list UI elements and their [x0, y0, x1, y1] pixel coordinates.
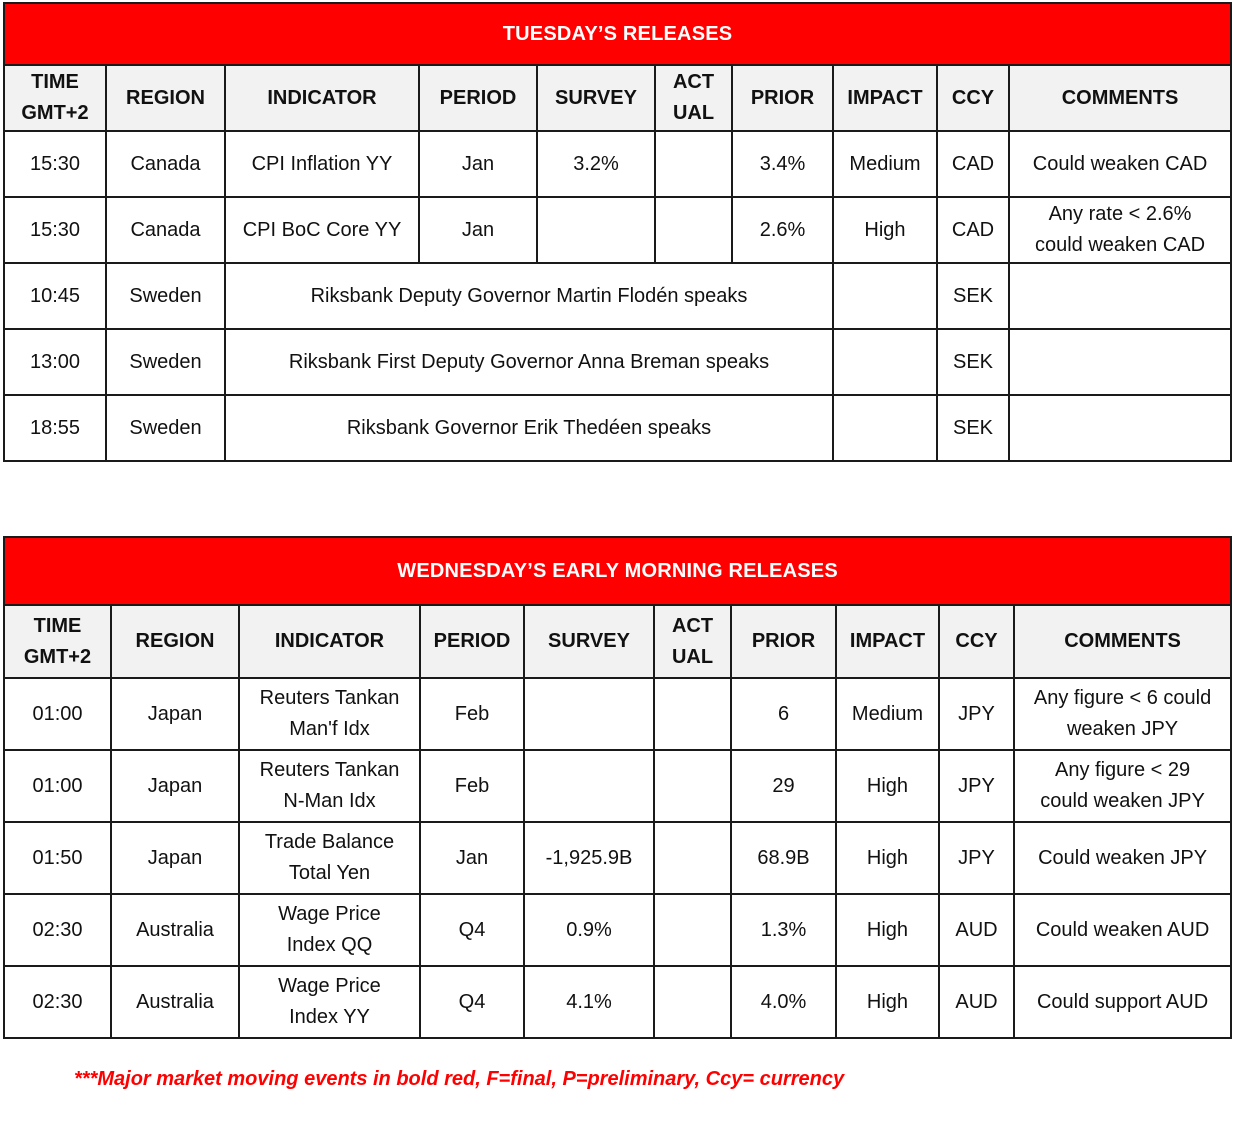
cell-survey: 4.1% [524, 966, 654, 1038]
col-time: TIME GMT+2 [4, 65, 106, 131]
col-period: PERIOD [420, 605, 524, 678]
cell-indicator: Wage Price Index YY [239, 966, 420, 1038]
column-headers [4, 65, 1231, 131]
cell-impact: Medium [833, 131, 937, 197]
cell-indicator: CPI BoC Core YY [225, 197, 419, 263]
col-region: REGION [111, 605, 239, 678]
col-actual: ACT UAL [654, 605, 731, 678]
cell-prior: 1.3% [731, 894, 836, 966]
cell-ccy: SEK [937, 329, 1009, 395]
cell-comments: Could weaken JPY [1014, 822, 1231, 894]
cell-period: Jan [420, 822, 524, 894]
col-indicator: INDICATOR [225, 65, 419, 131]
table-row [4, 678, 1231, 750]
cell-impact [833, 263, 937, 329]
cell-impact: High [836, 750, 939, 822]
col-actual: ACT UAL [655, 65, 732, 131]
col-period: PERIOD [419, 65, 537, 131]
col-prior: PRIOR [732, 65, 833, 131]
cell-impact: High [833, 197, 937, 263]
cell-time: 01:00 [4, 750, 111, 822]
table-row [4, 822, 1231, 894]
cell-prior: 29 [731, 750, 836, 822]
cell-prior: 68.9B [731, 822, 836, 894]
cell-time: 15:30 [4, 131, 106, 197]
col-impact: IMPACT [833, 65, 937, 131]
cell-ccy: AUD [939, 894, 1014, 966]
cell-actual [655, 197, 732, 263]
cell-time: 10:45 [4, 263, 106, 329]
cell-indicator: Wage Price Index QQ [239, 894, 420, 966]
footnote: ***Major market moving events in bold red, F=final, P=preliminary, Ccy= currency [74, 1068, 845, 1090]
cell-impact [833, 329, 937, 395]
cell-actual [654, 678, 731, 750]
cell-ccy: CAD [937, 197, 1009, 263]
column-headers [4, 605, 1231, 678]
cell-region: Sweden [106, 395, 225, 461]
table-row [4, 966, 1231, 1038]
cell-region: Australia [111, 966, 239, 1038]
col-survey: SURVEY [537, 65, 655, 131]
col-time: TIME GMT+2 [4, 605, 111, 678]
cell-actual [654, 966, 731, 1038]
table-row [4, 197, 1231, 263]
cell-survey [537, 197, 655, 263]
col-indicator: INDICATOR [239, 605, 420, 678]
cell-impact: High [836, 966, 939, 1038]
cell-impact: Medium [836, 678, 939, 750]
cell-ccy: SEK [937, 263, 1009, 329]
cell-prior: 2.6% [732, 197, 833, 263]
cell-time: 02:30 [4, 966, 111, 1038]
cell-comments: Any figure < 29 could weaken JPY [1014, 750, 1231, 822]
wednesday-releases-table [3, 536, 1232, 1039]
cell-time: 15:30 [4, 197, 106, 263]
cell-impact: High [836, 822, 939, 894]
cell-survey: -1,925.9B [524, 822, 654, 894]
cell-time: 02:30 [4, 894, 111, 966]
col-impact: IMPACT [836, 605, 939, 678]
table-row [4, 131, 1231, 197]
cell-comments [1009, 263, 1231, 329]
cell-comments [1009, 395, 1231, 461]
cell-period: Jan [419, 131, 537, 197]
cell-prior: 3.4% [732, 131, 833, 197]
cell-ccy: JPY [939, 678, 1014, 750]
cell-indicator: CPI Inflation YY [225, 131, 419, 197]
cell-ccy: JPY [939, 822, 1014, 894]
cell-actual [654, 750, 731, 822]
cell-comments: Could support AUD [1014, 966, 1231, 1038]
cell-survey: 3.2% [537, 131, 655, 197]
cell-comments: Could weaken CAD [1009, 131, 1231, 197]
table-row-speech [4, 263, 1231, 329]
cell-period: Q4 [420, 966, 524, 1038]
cell-survey [524, 750, 654, 822]
cell-survey [524, 678, 654, 750]
cell-indicator: Trade Balance Total Yen [239, 822, 420, 894]
col-comments: COMMENTS [1014, 605, 1231, 678]
cell-actual [654, 822, 731, 894]
cell-comments: Any rate < 2.6% could weaken CAD [1009, 197, 1231, 263]
cell-period: Jan [419, 197, 537, 263]
cell-region: Australia [111, 894, 239, 966]
cell-ccy: JPY [939, 750, 1014, 822]
cell-comments: Any figure < 6 could weaken JPY [1014, 678, 1231, 750]
cell-prior: 4.0% [731, 966, 836, 1038]
cell-event: Riksbank Governor Erik Thedéen speaks [225, 395, 833, 461]
cell-region: Sweden [106, 263, 225, 329]
col-ccy: CCY [939, 605, 1014, 678]
cell-event: Riksbank First Deputy Governor Anna Breman speaks [225, 329, 833, 395]
cell-ccy: CAD [937, 131, 1009, 197]
cell-survey: 0.9% [524, 894, 654, 966]
cell-region: Japan [111, 750, 239, 822]
cell-time: 01:00 [4, 678, 111, 750]
cell-time: 18:55 [4, 395, 106, 461]
col-ccy: CCY [937, 65, 1009, 131]
tuesday-releases-table [3, 2, 1232, 462]
cell-prior: 6 [731, 678, 836, 750]
table-row-speech [4, 395, 1231, 461]
cell-indicator: Reuters Tankan N-Man Idx [239, 750, 420, 822]
cell-indicator: Reuters Tankan Man'f Idx [239, 678, 420, 750]
cell-comments: Could weaken AUD [1014, 894, 1231, 966]
cell-actual [654, 894, 731, 966]
cell-period: Feb [420, 750, 524, 822]
col-survey: SURVEY [524, 605, 654, 678]
cell-region: Canada [106, 131, 225, 197]
table-row-speech [4, 329, 1231, 395]
table-row [4, 894, 1231, 966]
table-row [4, 750, 1231, 822]
cell-actual [655, 131, 732, 197]
table-title: TUESDAY’S RELEASES [4, 3, 1231, 65]
cell-ccy: AUD [939, 966, 1014, 1038]
cell-region: Canada [106, 197, 225, 263]
cell-ccy: SEK [937, 395, 1009, 461]
cell-impact [833, 395, 937, 461]
cell-impact: High [836, 894, 939, 966]
cell-region: Japan [111, 678, 239, 750]
cell-period: Feb [420, 678, 524, 750]
col-prior: PRIOR [731, 605, 836, 678]
col-comments: COMMENTS [1009, 65, 1231, 131]
cell-comments [1009, 329, 1231, 395]
col-region: REGION [106, 65, 225, 131]
cell-region: Japan [111, 822, 239, 894]
cell-event: Riksbank Deputy Governor Martin Flodén speaks [225, 263, 833, 329]
cell-time: 01:50 [4, 822, 111, 894]
cell-time: 13:00 [4, 329, 106, 395]
table-title: WEDNESDAY’S EARLY MORNING RELEASES [4, 537, 1231, 605]
cell-period: Q4 [420, 894, 524, 966]
cell-region: Sweden [106, 329, 225, 395]
